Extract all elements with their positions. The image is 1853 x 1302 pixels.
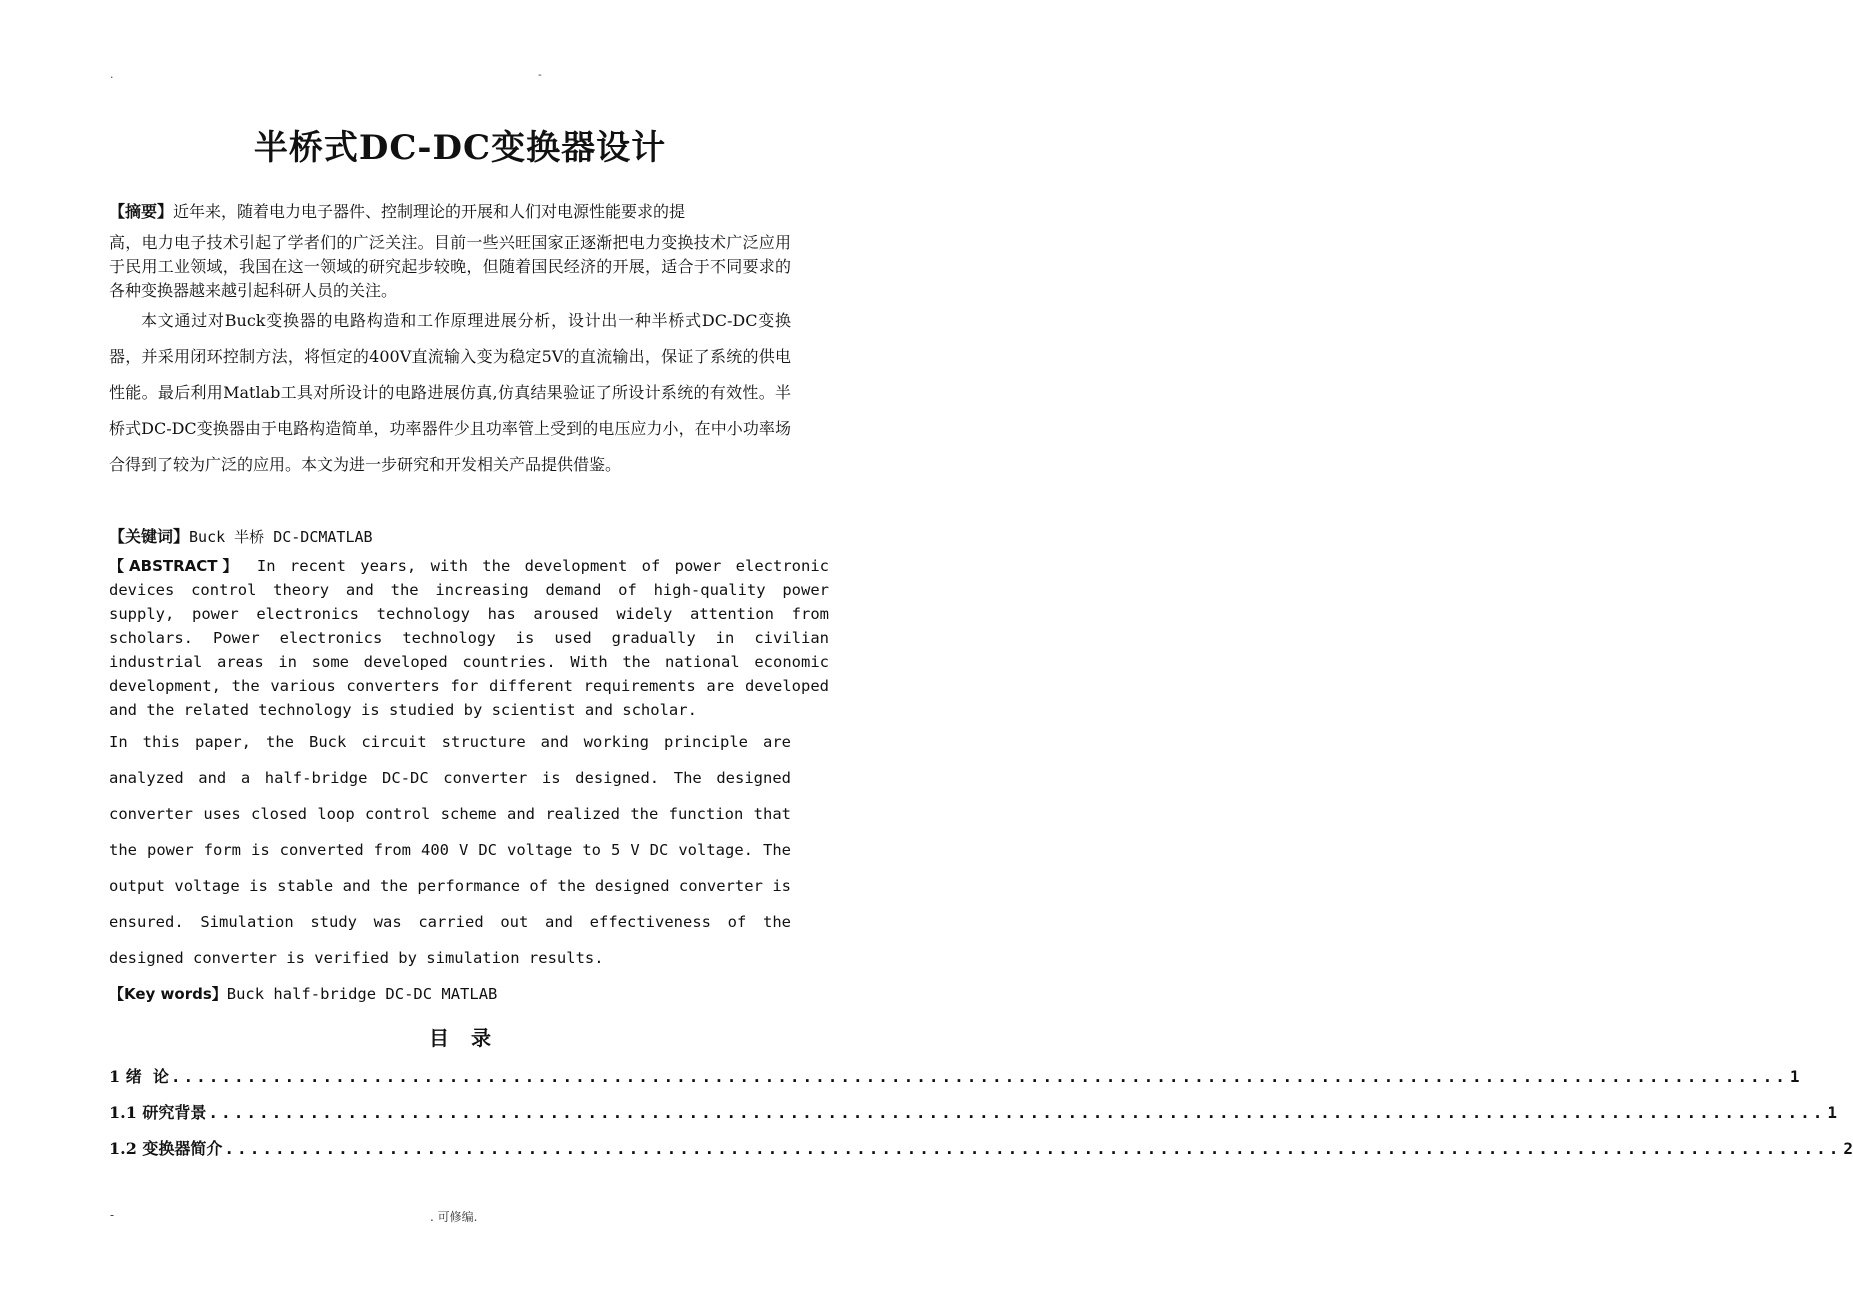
toc-entry-label: 1 绪 论 (109, 1067, 169, 1086)
keywords-en (109, 980, 791, 1008)
footer-left-mark: - (110, 1208, 115, 1222)
keywords-cn-text: Buck 半桥 DC-DCMATLAB (189, 528, 373, 546)
toc-entry[interactable] (109, 1100, 1838, 1136)
toc-leader-dots: ................................................................................................................................ (208, 1103, 1826, 1122)
keywords-en-text: Buck half-bridge DC-DC MATLAB (226, 985, 498, 1003)
toc-entry-label: 1.2 变换器简介 (109, 1139, 223, 1158)
footer-center-text: . 可修编. (430, 1210, 478, 1224)
toc-leader-dots: ................................................................................................................................ (224, 1139, 1842, 1158)
abstract-cn-text-rest: 高，电力电子技术引起了学者们的广泛关注。目前一些兴旺国家正逐渐把电力变换技术广泛应用于民用工业领域，我国在这一领域的研究起步较晚，但随着国民经济的开展，适合于不同要求的各种变换器越来越引起科研人员的关注。 (109, 233, 791, 300)
abstract-en-paragraph-2: In this paper, the Buck circuit structure and working principle are analyzed and a half-bridge DC-DC converter is designed. The designed converter uses closed loop control scheme and realized the function that the power form is converted from 400 V DC voltage to 5 V DC voltage. The output voltage is stable and the performance of the designed converter is ensured. Simulation study was carried out and effectiveness of the designed converter is verified by simulation results. (109, 733, 791, 967)
abstract-cn-paragraph-2: 本文通过对Buck变换器的电路构造和工作原理进展分析，设计出一种半桥式DC-DC变换器，并采用闭环控制方法，将恒定的400V直流输入变为稳定5V的直流输出，保证了系统的供电性能。最后利用Matlab工具对所设计的电路进展仿真,仿真结果验证了所设计系统的有效性。半桥式DC-DC变换器由于电路构造简单，功率器件少且功率管上受到的电压应力小，在中小功率场合得到了较为广泛的应用。本文为进一步研究和开发相关产品提供借鉴。 (109, 311, 791, 474)
abstract-cn-text-first: 近年来，随着电力电子器件、控制理论的开展和人们对电源性能要求的提 (173, 202, 686, 221)
abstract-cn-label: 【摘要】 (109, 202, 174, 221)
abstract-en (109, 554, 829, 722)
table-of-contents (109, 1064, 1853, 1172)
header-right-mark: - (538, 68, 542, 81)
abstract-en-label: 【ABSTRACT】 (109, 557, 243, 575)
toc-entry-page: 1 (1789, 1067, 1800, 1086)
toc-entry-page: 1 (1827, 1103, 1838, 1122)
toc-entry[interactable] (109, 1064, 1800, 1100)
keywords-cn (109, 524, 791, 550)
toc-title: 目录 (429, 1026, 513, 1050)
keywords-cn-label: 【关键词】 (109, 527, 190, 546)
keywords-en-label: 【Key words】 (109, 985, 227, 1003)
abstract-cn-first-line (109, 193, 791, 231)
toc-entry-page: 2 (1843, 1139, 1853, 1158)
toc-entry[interactable] (109, 1136, 1853, 1172)
abstract-en-text: In recent years, with the development of power electronic devices control theory and the increasing demand of high-quality power supply, power electronics technology has aroused widely attention from scholars. Power electronics technology is used gradually in civilian industrial areas in some developed countries. With the national economic development, the various converters for different requirements are developed and the related technology is studied by scientist and scholar. (109, 557, 829, 719)
toc-leader-dots: ................................................................................................................................ (170, 1067, 1788, 1086)
toc-entry-label: 1.1 研究背景 (109, 1103, 207, 1122)
header-left-mark: . (110, 68, 114, 81)
document-title: 半桥式DC-DC变换器设计 (253, 128, 667, 168)
abstract-cn (109, 193, 791, 303)
